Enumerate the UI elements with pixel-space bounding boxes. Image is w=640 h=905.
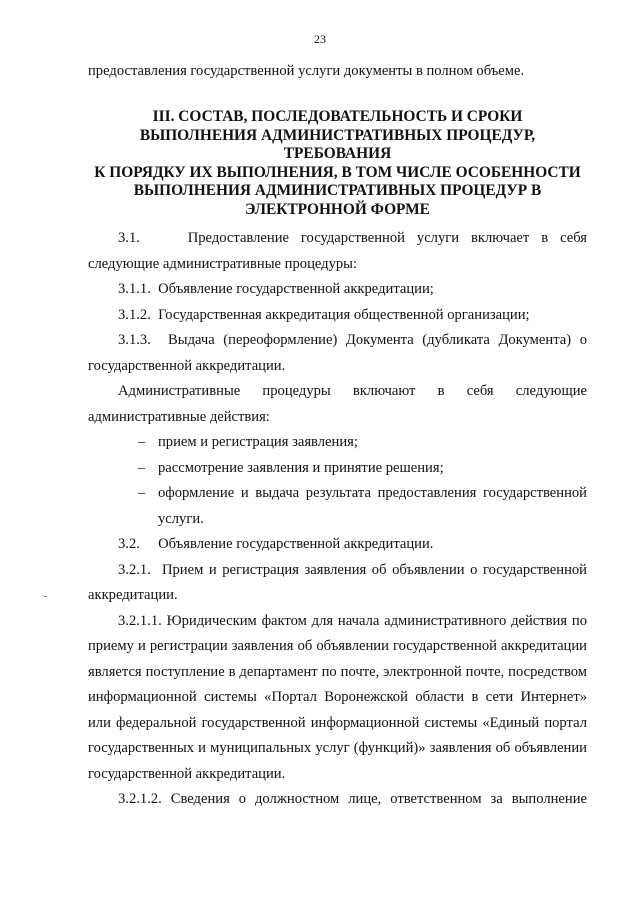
list-item-text: оформление и выдача результата предоставления государственной услуги. (158, 485, 587, 527)
paragraph-3-2: 3.2. Объявление государственной аккредитации. (118, 536, 434, 552)
heading-line-1: III. СОСТАВ, ПОСЛЕДОВАТЕЛЬНОСТЬ И СРОКИ (152, 108, 523, 125)
paragraph-3-1: 3.1. Предоставление государственной услуги включает в себя следующие административные процедуры: (88, 230, 587, 272)
heading-line-4: ВЫПОЛНЕНИЯ АДМИНИСТРАТИВНЫХ ПРОЦЕДУР В (133, 182, 542, 200)
top-line (88, 59, 587, 85)
paragraph-3-1-1: 3.1.1. Объявление государственной аккредитации; (118, 281, 434, 297)
paragraph-3-2-1: 3.2.1. Прием и регистрация заявления об объявлении о государственной аккредитации. (88, 561, 587, 603)
heading-line-2: ВЫПОЛНЕНИЯ АДМИНИСТРАТИВНЫХ ПРОЦЕДУР, ТРЕБОВАНИЯ (139, 126, 536, 163)
list-item-text: рассмотрение заявления и принятие решения; (158, 459, 444, 476)
paragraph-3-2-1-1: 3.2.1.1. Юридическим фактом для начала административного действия по приему и регистрации заявления об объявлении государственной аккредитации является поступление в департамент по почте, электронной почте, посредством информационной системы «Портал Воронежской области в сети Интернет» или федеральной государственной информационной системы «Единый портал государственных и муниципальных услуг (функций)» заявления об объявлении государственной аккредитации. (88, 612, 587, 782)
list-item (88, 481, 587, 532)
list-item (88, 456, 587, 482)
heading-line-5: ЭЛЕКТРОННОЙ ФОРМЕ (245, 200, 430, 218)
page-number: 23 (314, 32, 326, 46)
scan-speck (44, 596, 47, 597)
paragraph-3-1-3: 3.1.3. Выдача (переоформление) Документа (дубликата Документа) о государственной аккредитации. (88, 332, 587, 374)
heading-line-3: К ПОРЯДКУ ИХ ВЫПОЛНЕНИЯ, В ТОМ ЧИСЛЕ ОСОБЕННОСТИ (94, 163, 581, 181)
section-heading (88, 108, 587, 220)
list-item (88, 430, 587, 456)
dash-marker: – (138, 485, 146, 501)
dash-marker: – (138, 459, 146, 476)
paragraph-actions: Административные процедуры включают в себя следующие административные действия: (88, 383, 587, 425)
body-text (88, 226, 587, 813)
dash-marker: – (138, 434, 146, 450)
list-item-text: прием и регистрация заявления; (158, 434, 358, 450)
continuation-line: предоставления государственной услуги документы в полном объеме. (88, 63, 525, 79)
paragraph-3-1-2: 3.1.2. Государственная аккредитация общественной организации; (118, 306, 530, 323)
paragraph-3-2-1-2: 3.2.1.2. Сведения о должностном лице, ответственном за выполнение (118, 791, 587, 807)
